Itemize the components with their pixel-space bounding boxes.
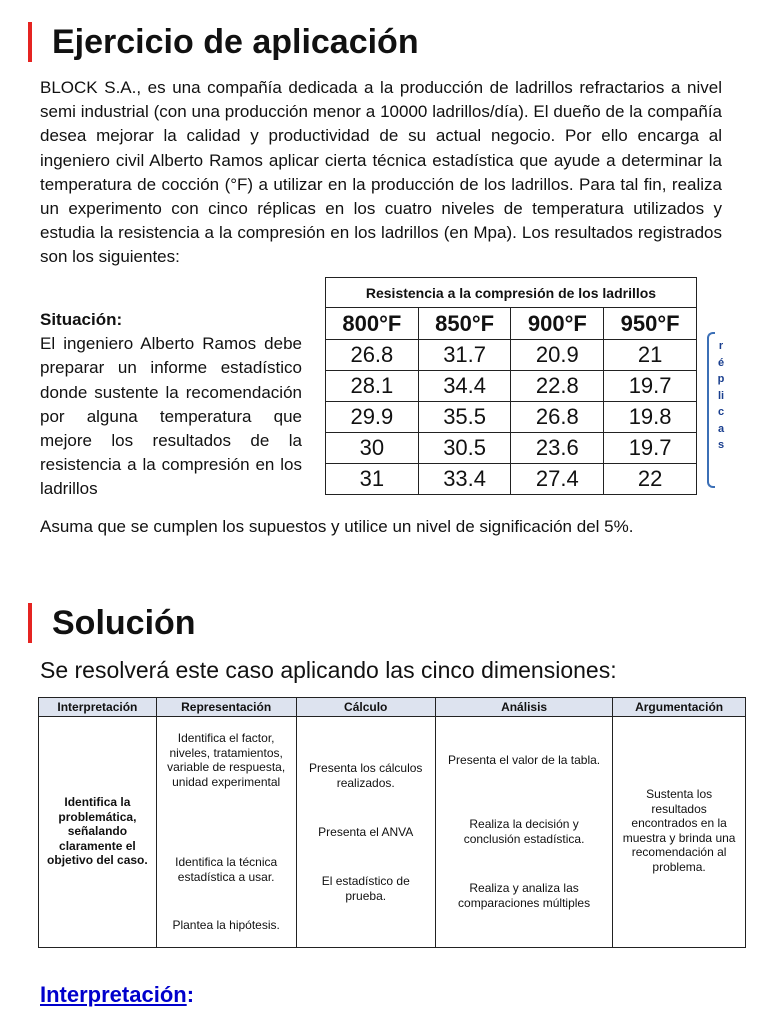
table-cell: 34.4 bbox=[418, 371, 511, 402]
dim-cell-calculo: Presenta los cálculos realizados. Presenta el ANVA El estadístico de prueba. bbox=[296, 717, 435, 948]
accent-bar bbox=[28, 603, 32, 643]
replicas-label: r é p li c a s bbox=[717, 340, 725, 451]
situacion-text: El ingeniero Alberto Ramos debe preparar un informe estadístico donde sustente la recomendación por alguna temperatura que mejore los resultados de la resistencia a la compresión en los ladrillos bbox=[40, 334, 302, 499]
dim-header-interpretacion: Interpretación bbox=[39, 698, 157, 717]
table-cell: 30 bbox=[326, 433, 419, 464]
situacion-block bbox=[40, 308, 302, 502]
table-cell: 35.5 bbox=[418, 402, 511, 433]
interpretacion-heading bbox=[40, 982, 194, 1008]
table-cell: 19.8 bbox=[604, 402, 697, 433]
dim-cell-argumentacion: Sustenta los resultados encontrados en la muestra y brinda una recomendación al problema. bbox=[613, 717, 746, 948]
dim-cell-interpretacion: Identifica la problemática, señalando claramente el objetivo del caso. bbox=[39, 717, 157, 948]
data-table-caption: Resistencia a la compresión de los ladrillos bbox=[326, 278, 697, 308]
table-row bbox=[326, 402, 697, 433]
temp-header: 950°F bbox=[604, 308, 697, 340]
situacion-title: Situación: bbox=[40, 310, 123, 329]
table-cell: 31.7 bbox=[418, 340, 511, 371]
section-title-solucion bbox=[28, 603, 196, 643]
page-title: Ejercicio de aplicación bbox=[52, 22, 419, 61]
table-cell: 23.6 bbox=[511, 433, 604, 464]
dim-header-argumentacion: Argumentación bbox=[613, 698, 746, 717]
assumption-text: Asuma que se cumplen los supuestos y utilice un nivel de significación del 5%. bbox=[40, 517, 634, 536]
dim-cell-representacion: Identifica el factor, niveles, tratamientos, variable de respuesta, unidad experimental Identifica la técnica estadística a usar. Plantea la hipótesis. bbox=[156, 717, 296, 948]
table-cell: 22.8 bbox=[511, 371, 604, 402]
replicas-annotation bbox=[707, 332, 727, 488]
table-cell: 30.5 bbox=[418, 433, 511, 464]
intro-paragraph: BLOCK S.A., es una compañía dedicada a la producción de ladrillos refractarios a nivel semi industrial (con una producción menor a 10000 ladrillos/día). El dueño de la compañía desea mejorar la calidad y productividad de su actual negocio. Por ello encarga al ingeniero civil Alberto Ramos aplicar cierta técnica estadística que ayude a determinar la temperatura de cocción (°F) a utilizar en la producción de los ladrillos. Para tal fin, realiza un experimento con cinco réplicas en los cuatro niveles de temperatura utilizados y estudia la resistencia a la compresión en los ladrillos (en Mpa). Los resultados registrados son los siguientes: bbox=[40, 78, 722, 267]
table-cell: 26.8 bbox=[511, 402, 604, 433]
table-cell: 26.8 bbox=[326, 340, 419, 371]
table-row bbox=[326, 433, 697, 464]
solucion-subtitle: Se resolverá este caso aplicando las cinco dimensiones: bbox=[40, 657, 617, 683]
table-cell: 27.4 bbox=[511, 464, 604, 495]
section-title-ejercicio bbox=[28, 22, 419, 62]
dim-header-representacion: Representación bbox=[156, 698, 296, 717]
section-heading: Solución bbox=[52, 603, 196, 642]
table-row bbox=[326, 464, 697, 495]
table-cell: 20.9 bbox=[511, 340, 604, 371]
temp-header: 850°F bbox=[418, 308, 511, 340]
table-cell: 28.1 bbox=[326, 371, 419, 402]
table-cell: 29.9 bbox=[326, 402, 419, 433]
table-row bbox=[326, 340, 697, 371]
table-cell: 21 bbox=[604, 340, 697, 371]
table-cell: 19.7 bbox=[604, 433, 697, 464]
data-table-wrapper bbox=[325, 277, 697, 495]
table-cell: 22 bbox=[604, 464, 697, 495]
table-cell: 31 bbox=[326, 464, 419, 495]
dim-cell-analisis: Presenta el valor de la tabla. Realiza la decisión y conclusión estadística. Realiza y analiza las comparaciones múltiples bbox=[435, 717, 612, 948]
dimensions-table bbox=[38, 697, 746, 948]
interpretacion-heading-colon: : bbox=[186, 982, 195, 1007]
table-row bbox=[326, 371, 697, 402]
data-table bbox=[325, 277, 697, 495]
dim-header-analisis: Análisis bbox=[435, 698, 612, 717]
table-cell: 33.4 bbox=[418, 464, 511, 495]
dim-header-calculo: Cálculo bbox=[296, 698, 435, 717]
temp-header: 900°F bbox=[511, 308, 604, 340]
temp-header: 800°F bbox=[326, 308, 419, 340]
interpretacion-heading-text: Interpretación bbox=[40, 982, 187, 1007]
accent-bar bbox=[28, 22, 32, 62]
table-cell: 19.7 bbox=[604, 371, 697, 402]
